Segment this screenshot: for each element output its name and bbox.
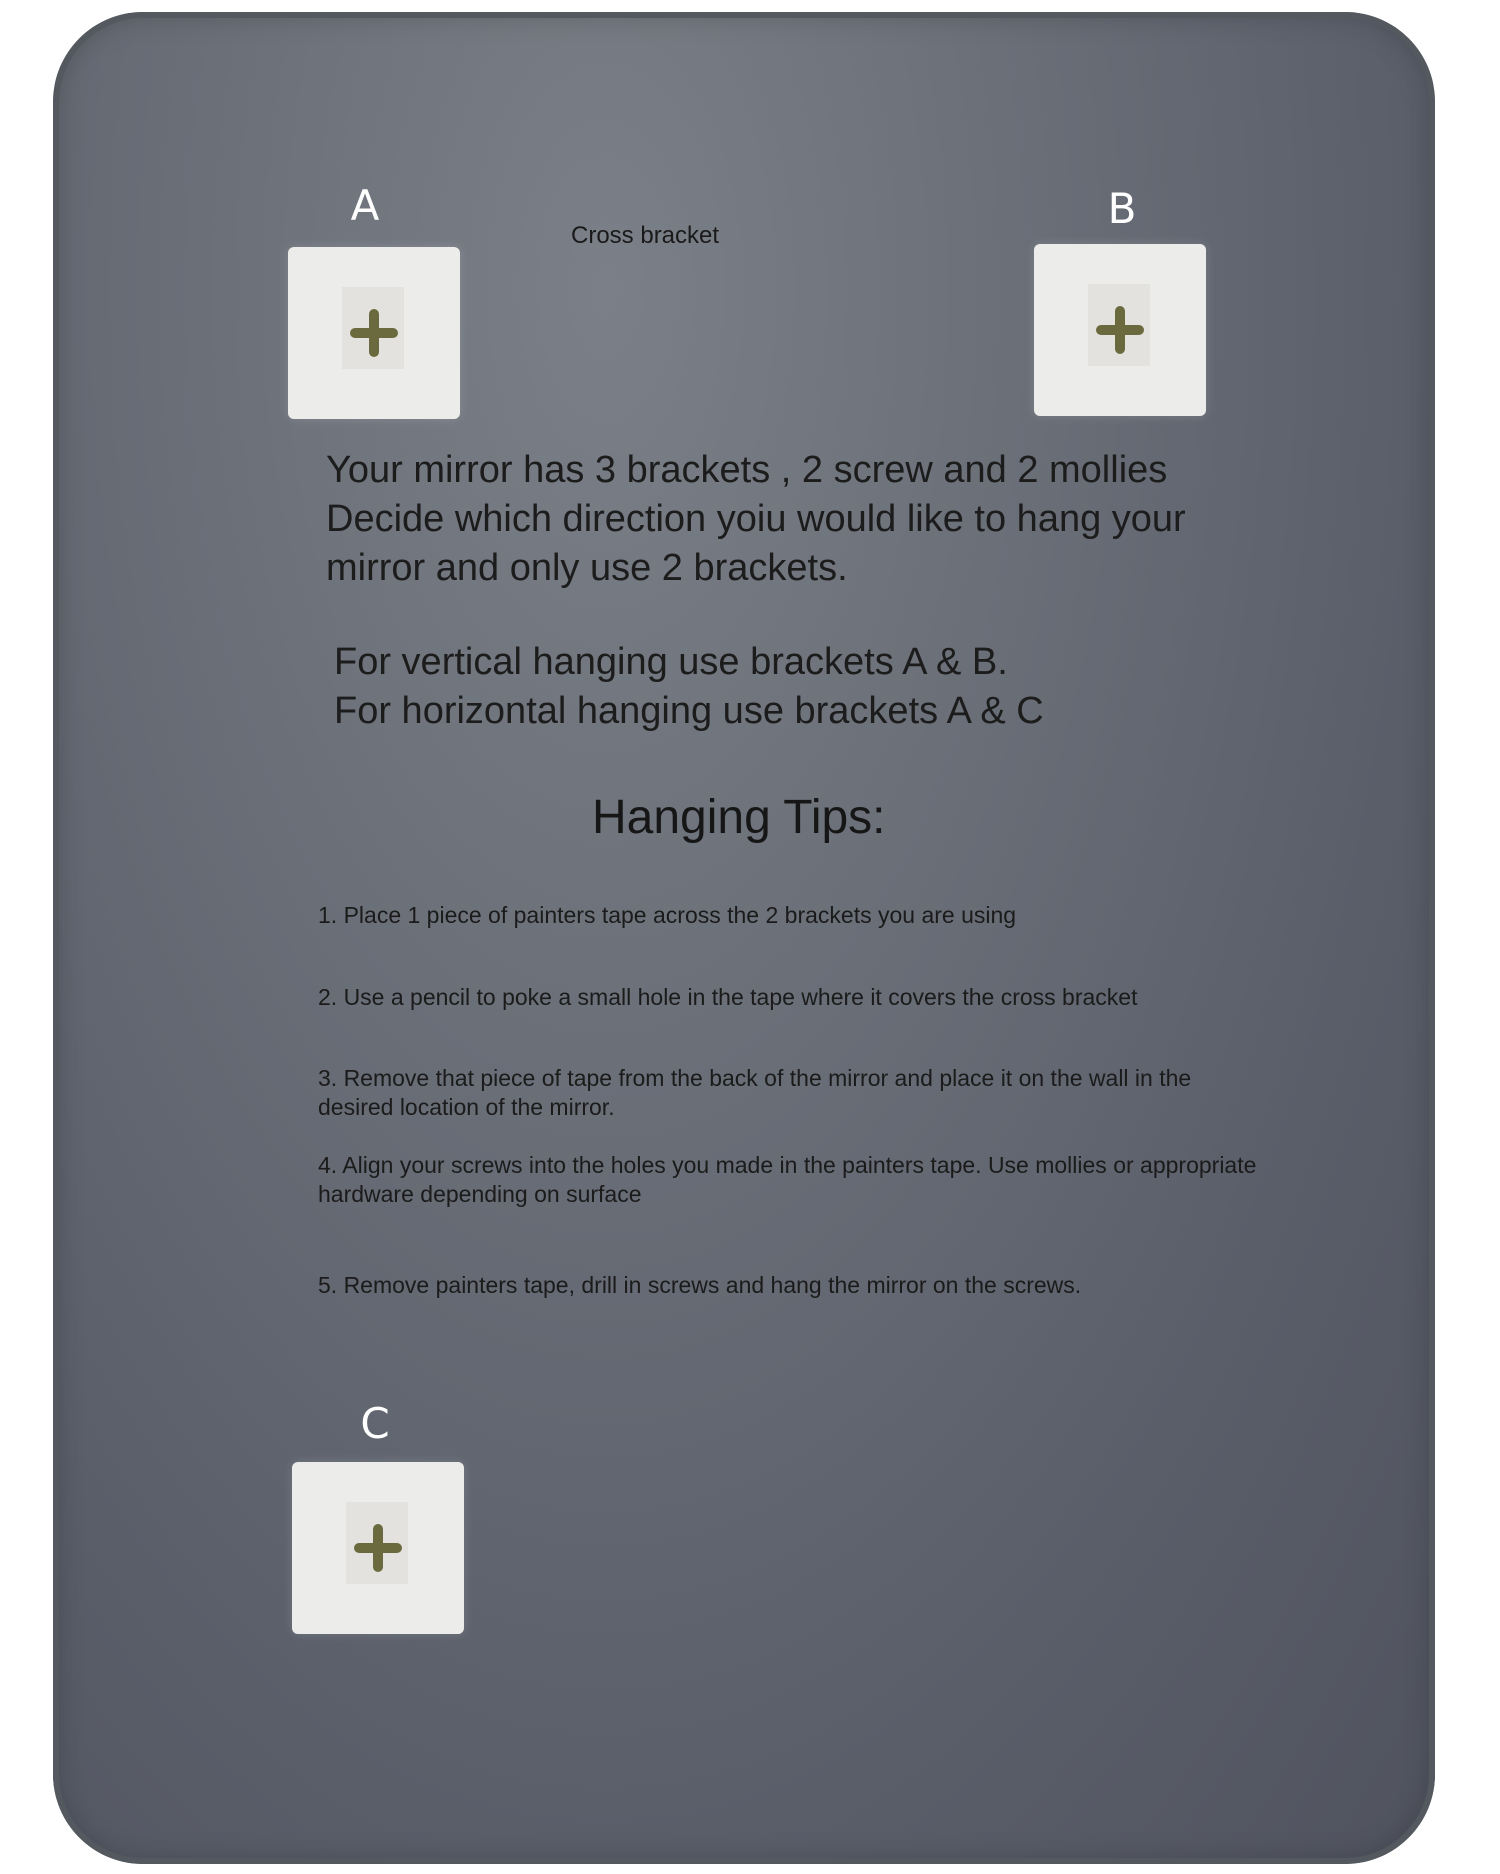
vertical-usage: For vertical hanging use brackets A & B.: [334, 641, 1008, 683]
tip-item: 5. Remove painters tape, drill in screws and hang the mirror on the screws.: [318, 1272, 1082, 1298]
tip-item: 4. Align your screws into the holes you made in the painters tape. Use mollies or appropriate hardware depending on surface: [318, 1152, 1257, 1207]
hanging-tips-title: Hanging Tips:: [592, 791, 886, 844]
intro-line-3: mirror and only use 2 brackets.: [326, 547, 848, 589]
bracket-a-label: A: [350, 181, 380, 230]
cross-bracket-label: Cross bracket: [571, 222, 720, 249]
cross-slot-icon: [346, 305, 402, 361]
bracket-c: [292, 1462, 464, 1634]
cross-slot-icon: [1092, 302, 1148, 358]
tip-item: 2. Use a pencil to poke a small hole in the tape where it covers the cross bracket: [318, 984, 1138, 1010]
usage-text: [334, 638, 1044, 736]
intro-line-1: Your mirror has 3 brackets , 2 screw and 2 mollies: [326, 449, 1168, 491]
intro-text: [326, 446, 1306, 593]
intro-line-2: Decide which direction yoiu would like to hang your: [326, 498, 1186, 540]
horizontal-usage: For horizontal hanging use brackets A & C: [334, 690, 1044, 732]
tip-item: 1. Place 1 piece of painters tape across the 2 brackets you are using: [318, 902, 1017, 928]
tip-item: 3. Remove that piece of tape from the back of the mirror and place it on the wall in the desired location of the mirror.: [318, 1065, 1192, 1120]
bracket-b-label: B: [1107, 184, 1137, 233]
bracket-c-label: C: [360, 1399, 390, 1448]
cross-slot-icon: [350, 1520, 406, 1576]
mirror-back-panel: [53, 12, 1435, 1864]
bracket-b: [1034, 244, 1206, 416]
bracket-a: [288, 247, 460, 419]
